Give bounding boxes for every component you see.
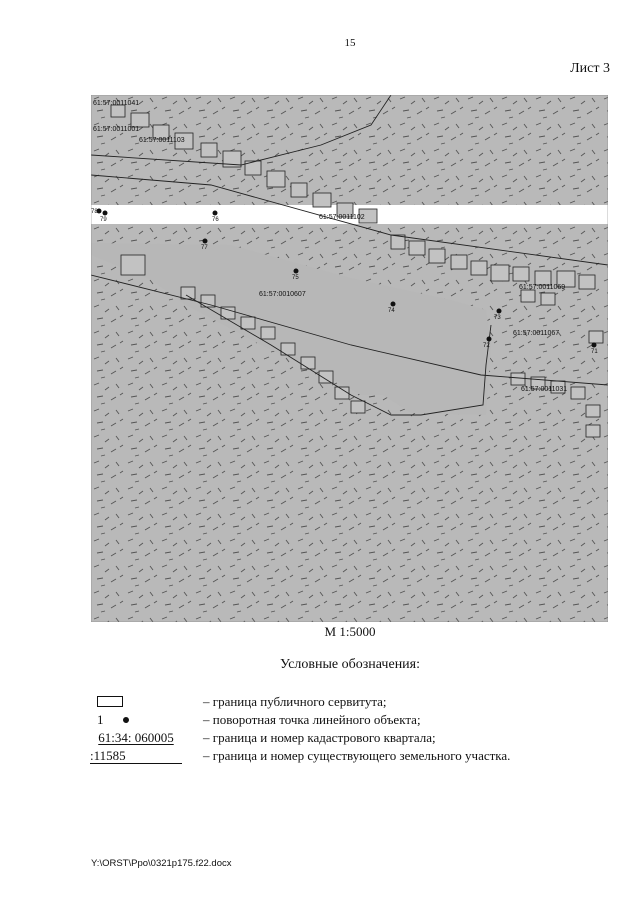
sheet-label: Лист 3 bbox=[570, 61, 610, 76]
legend-title: Условные обозначения: bbox=[279, 657, 421, 672]
route-point bbox=[203, 239, 208, 244]
quarter-label: 61:57:0011041 bbox=[93, 100, 140, 107]
quarter-label: 61:57:0011103 bbox=[139, 137, 185, 144]
route-point-label: 73 bbox=[494, 315, 501, 321]
legend-desc: – граница и номер существующего земельного участка. bbox=[203, 748, 511, 763]
turning-point-icon bbox=[123, 717, 129, 723]
route-point-label: 71 bbox=[591, 349, 598, 355]
route-point bbox=[213, 211, 218, 216]
legend-item-parcel bbox=[90, 747, 630, 766]
route-point-label: 77 bbox=[201, 245, 208, 251]
route-point-label: 75 bbox=[292, 275, 299, 281]
point-number: 1 bbox=[97, 712, 104, 727]
quarter-label: 61:57:0011069 bbox=[519, 284, 566, 291]
legend-item-quarter bbox=[90, 729, 630, 748]
legend-desc: – поворотная точка линейного объекта; bbox=[203, 712, 421, 727]
legend-desc: – граница публичного сервитута; bbox=[203, 694, 387, 709]
legend-desc: – граница и номер кадастрового квартала; bbox=[203, 730, 436, 745]
file-path: Y:\ORST\Ppo\0321p175.f22.docx bbox=[91, 858, 232, 869]
parcel-number bbox=[90, 747, 182, 765]
route-point bbox=[391, 302, 396, 307]
route-point-label: 79 bbox=[100, 217, 107, 223]
route-point-label: 72 bbox=[483, 343, 490, 349]
route-point bbox=[487, 337, 492, 342]
quarter-label: 61:57:0011067 bbox=[513, 330, 560, 337]
parcel-underline bbox=[90, 763, 182, 764]
quarter-label: 61:57:0011031 bbox=[521, 386, 568, 393]
parcel-number-text: :11585 bbox=[90, 748, 126, 763]
quarter-number: 61:34: 060005 bbox=[98, 730, 174, 745]
route-point bbox=[294, 269, 299, 274]
route-point-label: 76 bbox=[212, 217, 219, 223]
route-point-label: 74 bbox=[388, 308, 395, 314]
legend-item-point bbox=[90, 711, 630, 730]
quarter-label: 61:57:0011102 bbox=[319, 214, 365, 221]
cadastral-map bbox=[91, 95, 608, 622]
route-point-label: 78 bbox=[91, 209, 98, 215]
route-point bbox=[592, 343, 597, 348]
route-point bbox=[103, 211, 108, 216]
legend-item-easement bbox=[90, 693, 630, 712]
route-point bbox=[497, 309, 502, 314]
page-number: 15 bbox=[344, 37, 356, 49]
easement-boundary-icon bbox=[97, 696, 123, 707]
quarter-label: 61:57:0011001 bbox=[93, 126, 140, 133]
map-scale: М 1:5000 bbox=[324, 624, 376, 639]
quarter-label: 61:57:0010607 bbox=[259, 291, 306, 298]
